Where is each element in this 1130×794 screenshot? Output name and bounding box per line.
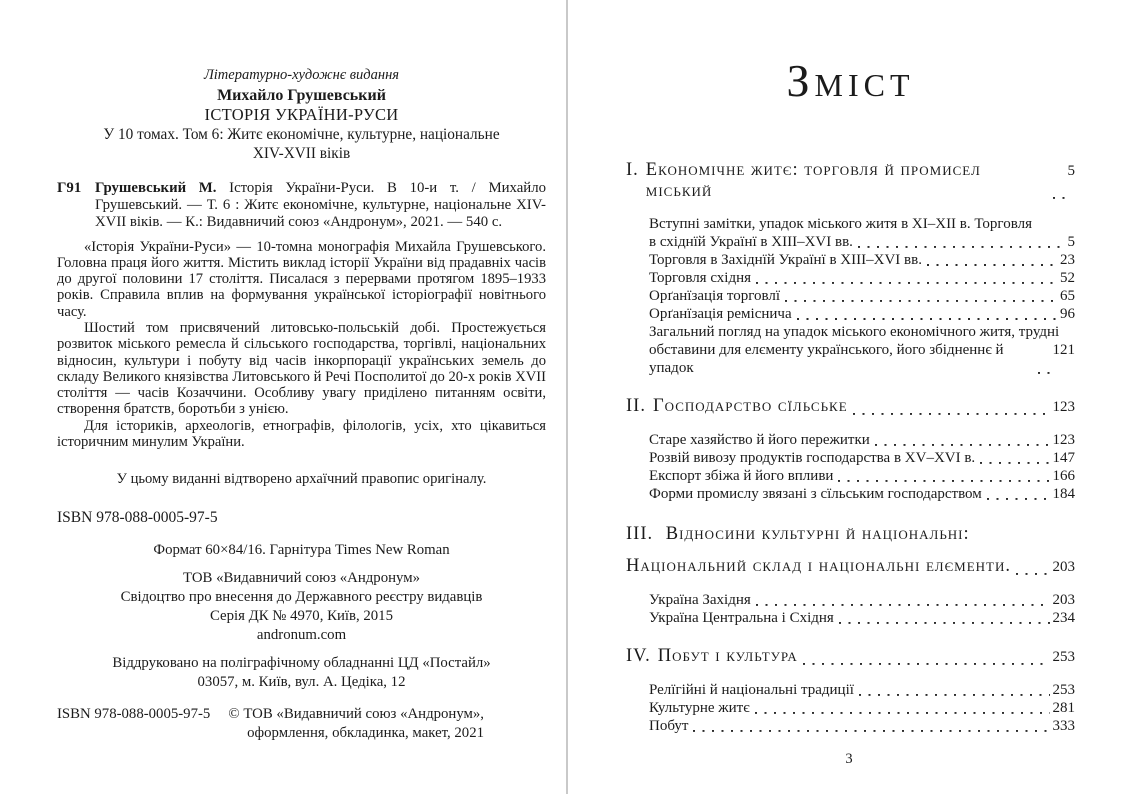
toc-entry — [649, 305, 1075, 323]
toc-entry-text: Орґанїзація реміснича — [649, 306, 792, 322]
publisher-series: Серія ДК № 4970, Київ, 2015 — [210, 608, 393, 625]
toc-entry — [649, 251, 1075, 269]
annotation-block — [57, 239, 546, 451]
copyright-line1: © ТОВ «Видавничий союз «Андронум», — [228, 706, 484, 723]
toc-entry-page: 166 — [1052, 468, 1075, 484]
toc-section-title: Господарство сїльське — [652, 396, 848, 416]
annotation-paragraph-1: «Історія України-Руси» — 10-томна монографія Михайла Грушевського. Головна праця його життя. Містить виклад історії України від прадавніх часів до другої половини 17 століття. Писалася з перервами протягом 1895–1933 років. Справила вплив на формування української історіографії новітнього часу. — [57, 238, 546, 320]
toc-section-page: 123 — [1052, 399, 1075, 415]
toc-page — [568, 0, 1130, 794]
dotted-leader — [797, 305, 1057, 323]
dotted-leader — [838, 467, 1049, 485]
dotted-leader — [987, 485, 1050, 503]
copyright-line2: оформлення, обкладинка, макет, 2021 — [247, 725, 484, 742]
print-info-line1: Віддруковано на поліграфічному обладнанні ЦД «Постайл» — [112, 655, 491, 672]
toc-entry — [649, 681, 1075, 699]
toc-entry-page: 147 — [1052, 450, 1075, 466]
toc-entry — [649, 431, 1075, 449]
toc-entry-text: Експорт збіжа й його впливи — [649, 468, 834, 484]
toc-section-3 — [626, 524, 1075, 627]
toc-section-page: 203 — [1052, 559, 1075, 575]
print-info-line2: 03057, м. Київ, вул. А. Цедіка, 12 — [197, 674, 406, 691]
edition-note: Літературно-художнє видання — [203, 67, 400, 83]
toc-entry — [649, 717, 1075, 735]
toc-entry-text: Торговля в Західнїй Українї в XIII–XVI вв. — [649, 252, 922, 268]
dotted-leader — [756, 269, 1057, 287]
toc-section-4 — [626, 646, 1075, 735]
book-subtitle-line1: У 10 томах. Том 6: Житє економічне, культурне, національне — [103, 125, 500, 143]
toc-entry-text: Побут — [649, 718, 689, 734]
dotted-leader — [755, 699, 1050, 717]
toc-section-1 — [626, 160, 1075, 377]
toc-entries — [649, 431, 1075, 503]
toc-entries — [649, 591, 1075, 627]
toc-entry — [649, 699, 1075, 717]
book-title: ІСТОРІЯ УКРАЇНИ-РУСИ — [204, 105, 399, 124]
format-line: Формат 60×84/16. Гарнітура Times New Roman — [153, 542, 450, 559]
toc-entry — [649, 215, 1075, 251]
toc-entry-text: в східнїй Українї в XIII–XVI вв. — [649, 234, 853, 250]
orthography-note: У цьому виданні відтворено архаїчний правопис оригіналу. — [116, 471, 487, 488]
dotted-leader — [756, 591, 1050, 609]
book-subtitle-line2: XIV-XVII віків — [252, 145, 351, 162]
toc-section-heading-line2 — [626, 556, 1075, 578]
publisher-website: andronum.com — [256, 627, 347, 644]
publisher-name: ТОВ «Видавничий союз «Андронум» — [183, 570, 420, 587]
dotted-leader — [1038, 341, 1050, 377]
toc-entry-text: Україна Центральна і Східня — [649, 610, 834, 626]
toc-entry-page: 121 — [1052, 342, 1075, 358]
author-name: Михайло Грушевський — [217, 86, 386, 104]
toc-section-numeral: ІІ. — [626, 396, 646, 416]
dotted-leader — [839, 609, 1050, 627]
toc-section-title: Національний склад і національні елєменти. — [626, 556, 1011, 576]
dotted-leader — [803, 646, 1050, 668]
toc-section-heading — [626, 160, 1075, 202]
title-block — [57, 66, 546, 164]
catalog-text: Історія України-Руси. В 10-и т. / Михайло Грушевський. — Т. 6 : Житє економічне, культурне, національне XIV-XVII віків. — К.: Видавничий союз «Андронум», 2021. — 540 с. — [95, 179, 546, 230]
toc-entry-page: 65 — [1060, 288, 1075, 304]
toc-entry-page: 23 — [1060, 252, 1075, 268]
publisher-block — [57, 569, 546, 645]
toc-section-heading — [626, 524, 1075, 578]
toc-entries — [649, 215, 1075, 377]
toc-entry-page: 5 — [1067, 234, 1075, 250]
catalog-author: Грушевський М. — [95, 179, 217, 196]
toc-entry-text: обставини для елєменту українського, його збідненнє й упадок — [649, 342, 1004, 376]
toc-section-numeral: І. — [626, 160, 639, 180]
toc-entry-text: Культурне житє — [649, 700, 750, 716]
dotted-leader — [693, 717, 1049, 735]
toc-entry-page: 96 — [1060, 306, 1075, 322]
toc-entry-text: Вступні замітки, упадок міського житя в XI–XII в. Торговля — [649, 216, 1032, 232]
toc-entry-text: Україна Західня — [649, 592, 751, 608]
toc-entry — [649, 467, 1075, 485]
toc-entry-text: Торговля східня — [649, 270, 752, 286]
toc-section-page: 253 — [1052, 649, 1075, 665]
toc-entry-text: Орґанїзація торговлї — [649, 288, 781, 304]
toc-entry-page: 333 — [1052, 718, 1075, 734]
toc-entry-row — [649, 233, 1075, 251]
imprint-bottom-row — [57, 705, 546, 743]
toc-section-2 — [626, 396, 1075, 503]
publisher-certificate: Свідоцтво про внесення до Державного реєстру видавців — [120, 589, 483, 606]
dotted-leader — [980, 449, 1049, 467]
toc-entry-text: Релїгійні й національні традиції — [649, 682, 854, 698]
toc-title: Зміст — [786, 55, 915, 106]
toc-entry — [649, 609, 1075, 627]
dotted-leader — [1016, 556, 1050, 578]
dotted-leader — [927, 251, 1057, 269]
toc-entry-text: Форми промислу звязані з сїльським господарством — [649, 486, 982, 502]
dotted-leader — [859, 681, 1050, 699]
toc-section-title: Економічне житє: торговля й промисел міський — [645, 160, 981, 201]
toc-entry — [649, 449, 1075, 467]
toc-entry-page: 123 — [1052, 432, 1075, 448]
toc-entry-text: Старе хазяйство й його пережитки — [649, 432, 870, 448]
toc-entry — [649, 269, 1075, 287]
toc-section-numeral: ІІІ. — [626, 524, 654, 544]
toc-section-page: 5 — [1067, 163, 1075, 179]
toc-section-heading-line1 — [626, 524, 1075, 545]
toc-list — [626, 160, 1075, 735]
toc-entry — [649, 591, 1075, 609]
dotted-leader — [858, 233, 1065, 251]
toc-section-heading — [626, 396, 1075, 418]
catalog-entry — [95, 180, 546, 231]
toc-entry-row — [649, 341, 1075, 377]
catalog-code: Г91 — [57, 179, 82, 196]
isbn-bottom: ISBN 978-088-0005-97-5 — [57, 706, 211, 723]
toc-section-heading — [626, 646, 1075, 668]
toc-entry — [649, 485, 1075, 503]
toc-entry-page: 253 — [1052, 682, 1075, 698]
page-number: 3 — [845, 751, 853, 767]
toc-entry-page: 203 — [1052, 592, 1075, 608]
toc-entry-page: 281 — [1052, 700, 1075, 716]
dotted-leader — [853, 396, 1050, 418]
toc-entry — [649, 323, 1075, 377]
catalog-card — [57, 180, 546, 231]
annotation-paragraph-2: Шостий том присвячений литовсько-польській добі. Простежується розвиток міського ремесла й сільського господарства, торгівлі, національних відносин, культури і побуту від часів інкорпорації українських земель до складу Великого князівства Литовського й Речі Посполитої до 20-х років XVII століття — часів Козаччини. Особливу увагу приділено питанням освіти, створення братств, боротьби з унією. — [57, 319, 546, 418]
toc-entry-text: Загальний погляд на упадок міського економічного житя, трудні — [649, 324, 1060, 340]
toc-section-numeral: ІV. — [626, 646, 651, 666]
dotted-leader — [785, 287, 1057, 305]
toc-entry — [649, 287, 1075, 305]
toc-section-title: Побут і культура — [657, 646, 798, 666]
isbn-top: ISBN 978-088-0005-97-5 — [57, 509, 218, 527]
print-info-block — [57, 654, 546, 692]
annotation-paragraph-3: Для істориків, археологів, етнографів, філологів, усіх, хто цікавиться історичним минулим України. — [57, 417, 546, 451]
dotted-leader — [875, 431, 1050, 449]
toc-entry-page: 52 — [1060, 270, 1075, 286]
dotted-leader — [1053, 160, 1065, 202]
toc-entries — [649, 681, 1075, 735]
toc-entry-page: 234 — [1052, 610, 1075, 626]
toc-section-title: Відносини культурні й національні: — [665, 524, 970, 544]
copyright-block — [228, 705, 484, 743]
toc-entry-text: Розвій вивозу продуктів господарства в XV–XVI в. — [649, 450, 976, 466]
toc-entry-page: 184 — [1052, 486, 1075, 502]
